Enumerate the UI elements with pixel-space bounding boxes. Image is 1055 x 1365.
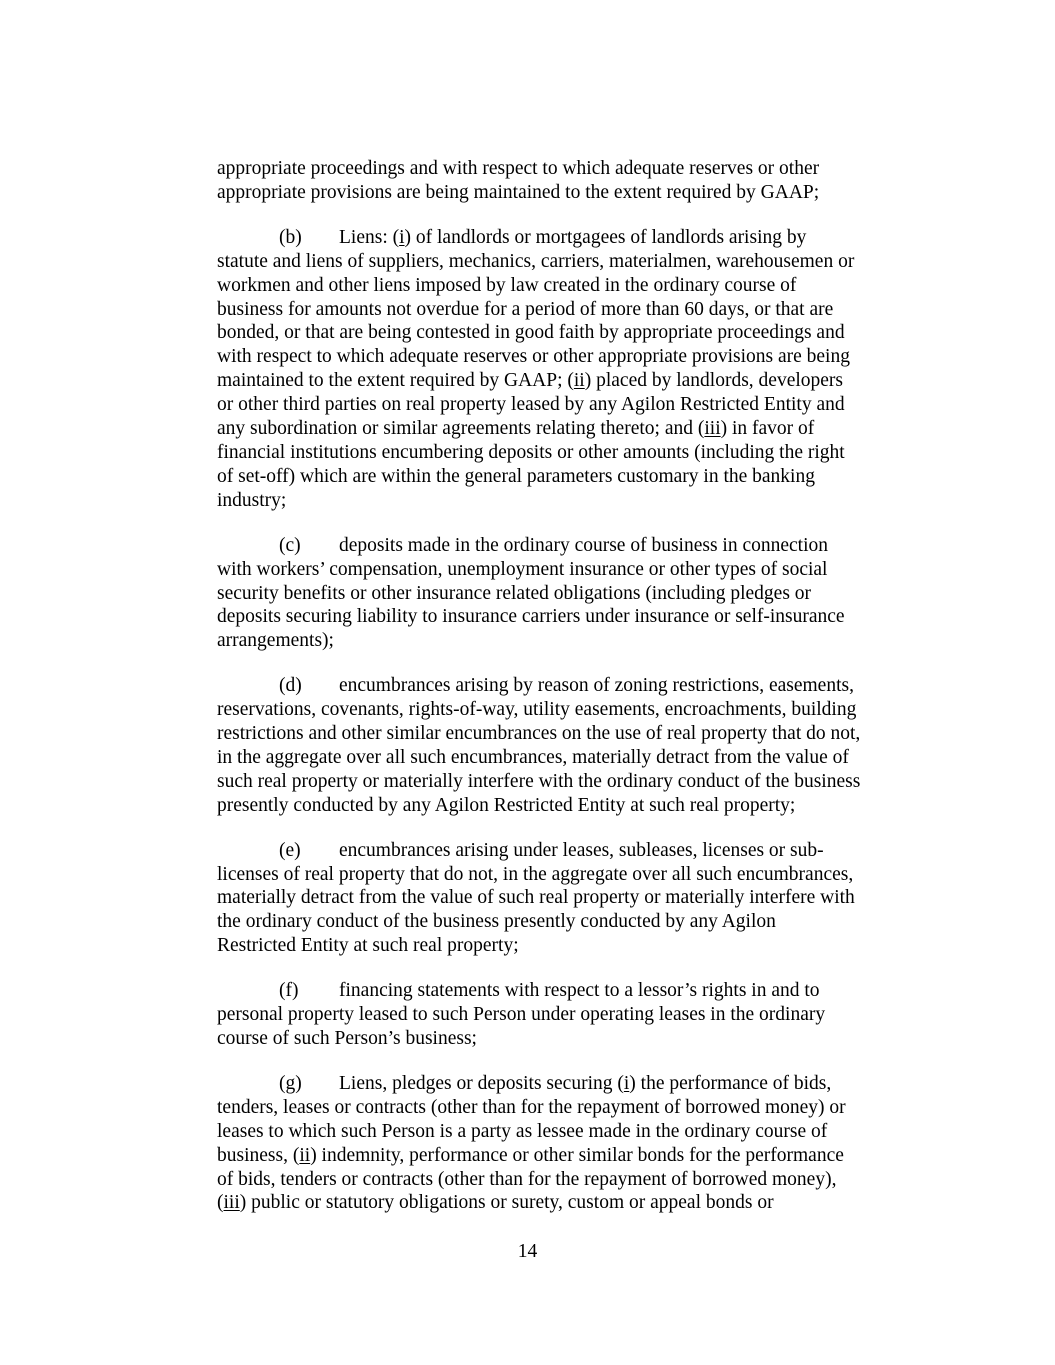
text-line <box>217 910 907 934</box>
text-line <box>217 770 907 794</box>
text-line <box>217 1120 907 1144</box>
text-run: course of such Person’s business; <box>217 1028 477 1049</box>
text-run: deposits securing liability to insurance carriers under insurance or self-insurance <box>217 606 845 628</box>
text-line <box>217 794 907 818</box>
text-run: or other third parties on real property leased by any Agilon Restricted Entity and <box>217 394 845 416</box>
clause-label: (c) <box>279 534 301 556</box>
text-run: of bids, tenders or contracts (other than for the repayment of borrowed money), <box>217 1168 837 1190</box>
text-run: arrangements); <box>217 630 334 652</box>
text-line <box>217 298 907 322</box>
text-run: business for amounts not overdue for a period of more than 60 days, or that are <box>217 298 834 320</box>
underlined-numeral: i <box>623 1072 630 1094</box>
text-run: security benefits or other insurance related obligations (including pledges or <box>217 582 812 604</box>
clause-label: (b) <box>279 226 302 248</box>
text-line <box>217 1027 907 1051</box>
underlined-numeral: i <box>399 226 405 248</box>
text-line <box>217 629 907 653</box>
text-run: ) public or statutory obligations or surety, custom or appeal bonds or <box>239 1192 774 1214</box>
text-line <box>217 345 907 369</box>
text-run: materially detract from the value of such real property or materially interfere with <box>217 887 855 909</box>
underlined-numeral: iii <box>704 418 721 440</box>
text-run: personal property leased to such Person under operating leases in the ordinary <box>217 1004 826 1026</box>
text-run: restrictions and other similar encumbrances on the use of real property that do not, <box>217 723 861 745</box>
clause-paragraph <box>217 226 907 513</box>
text-line <box>217 157 907 181</box>
clause-paragraph <box>217 674 907 817</box>
text-run: encumbrances arising under leases, subleases, licenses or sub- <box>339 839 824 861</box>
underlined-numeral: ii <box>299 1144 311 1166</box>
underlined-numeral: iii <box>223 1192 240 1214</box>
clause-paragraph <box>217 979 907 1051</box>
text-run: of set-off) which are within the general parameters customary in the banking <box>217 465 815 487</box>
continuation-paragraph <box>217 157 907 205</box>
text-run: statute and liens of suppliers, mechanics, carriers, materialmen, warehousemen or <box>217 250 855 272</box>
text-line <box>217 839 907 863</box>
text-run: licenses of real property that do not, in the aggregate over all such encumbrances, <box>217 863 854 885</box>
text-line <box>217 181 907 205</box>
underlined-numeral: ii <box>573 370 585 392</box>
text-run: ) in favor of <box>720 418 815 440</box>
text-line <box>217 674 907 698</box>
text-run: in the aggregate over all such encumbrances, materially detract from the value of <box>217 746 849 768</box>
text-run: ( <box>217 1192 224 1214</box>
text-run: maintained to the extent required by GAAP; ( <box>217 370 574 392</box>
text-run: industry; <box>217 489 287 511</box>
clause-label: (e) <box>279 839 301 861</box>
page-number: 14 <box>517 1241 538 1262</box>
text-run: with respect to which adequate reserves or other appropriate provisions are being <box>217 346 850 368</box>
text-run: reservations, covenants, rights-of-way, utility easements, encroachments, building <box>217 699 857 721</box>
text-line <box>217 321 907 345</box>
text-line <box>217 698 907 722</box>
text-run: Liens: ( <box>339 226 400 248</box>
text-run: Liens, pledges or deposits securing ( <box>339 1072 624 1094</box>
document-body <box>217 157 907 1236</box>
text-line <box>217 274 907 298</box>
clause-label: (d) <box>279 675 302 697</box>
clause-label: (g) <box>279 1072 302 1094</box>
text-line <box>217 582 907 606</box>
text-line <box>217 558 907 582</box>
text-line <box>217 465 907 489</box>
text-run: financial institutions encumbering deposits or other amounts (including the right <box>217 441 845 463</box>
text-line <box>217 393 907 417</box>
text-line <box>217 722 907 746</box>
text-run: business, ( <box>217 1144 300 1166</box>
text-line <box>217 934 907 958</box>
text-line <box>217 886 907 910</box>
text-line <box>217 226 907 250</box>
text-run: ) the performance of bids, <box>629 1072 832 1094</box>
text-line <box>217 863 907 887</box>
text-run: ) of landlords or mortgagees of landlords arising by <box>404 226 807 248</box>
text-run: bonded, or that are being contested in good faith by appropriate proceedings and <box>217 322 845 344</box>
text-run: appropriate proceedings and with respect to which adequate reserves or other <box>217 158 820 179</box>
text-run: presently conducted by any Agilon Restricted Entity at such real property; <box>217 794 796 816</box>
clause-paragraph <box>217 534 907 654</box>
text-line <box>217 441 907 465</box>
text-line <box>217 534 907 558</box>
text-run: tenders, leases or contracts (other than for the repayment of borrowed money) or <box>217 1096 846 1118</box>
text-run: financing statements with respect to a lessor’s rights in and to <box>339 980 820 1002</box>
text-run: encumbrances arising by reason of zoning restrictions, easements, <box>339 675 854 697</box>
text-run: any subordination or similar agreements relating thereto; and ( <box>217 418 705 440</box>
text-line <box>217 1168 907 1192</box>
text-line <box>217 979 907 1003</box>
text-run: ) indemnity, performance or other similar bonds for the performance <box>310 1144 844 1166</box>
text-run: ) placed by landlords, developers <box>584 370 844 392</box>
text-line <box>217 489 907 513</box>
clause-paragraph <box>217 839 907 959</box>
text-line <box>217 250 907 274</box>
text-run: with workers’ compensation, unemployment insurance or other types of social <box>217 558 828 580</box>
text-line <box>217 1144 907 1168</box>
text-line <box>217 1003 907 1027</box>
clause-label: (f) <box>279 980 299 1002</box>
text-run: leases to which such Person is a party as lessee made in the ordinary course of <box>217 1120 828 1142</box>
text-line <box>217 605 907 629</box>
text-line <box>217 746 907 770</box>
text-line <box>217 1072 907 1096</box>
text-run: the ordinary conduct of the business presently conducted by any Agilon <box>217 911 776 933</box>
text-run: such real property or materially interfere with the ordinary conduct of the business <box>217 770 861 792</box>
text-run: workmen and other liens imposed by law created in the ordinary course of <box>217 274 797 296</box>
clause-paragraph <box>217 1072 907 1215</box>
text-line <box>217 1096 907 1120</box>
text-line <box>217 1191 907 1215</box>
text-run: Restricted Entity at such real property; <box>217 935 519 957</box>
text-line <box>217 369 907 393</box>
text-run: appropriate provisions are being maintained to the extent required by GAAP; <box>217 181 820 203</box>
text-line <box>217 417 907 441</box>
text-run: deposits made in the ordinary course of business in connection <box>339 534 829 556</box>
